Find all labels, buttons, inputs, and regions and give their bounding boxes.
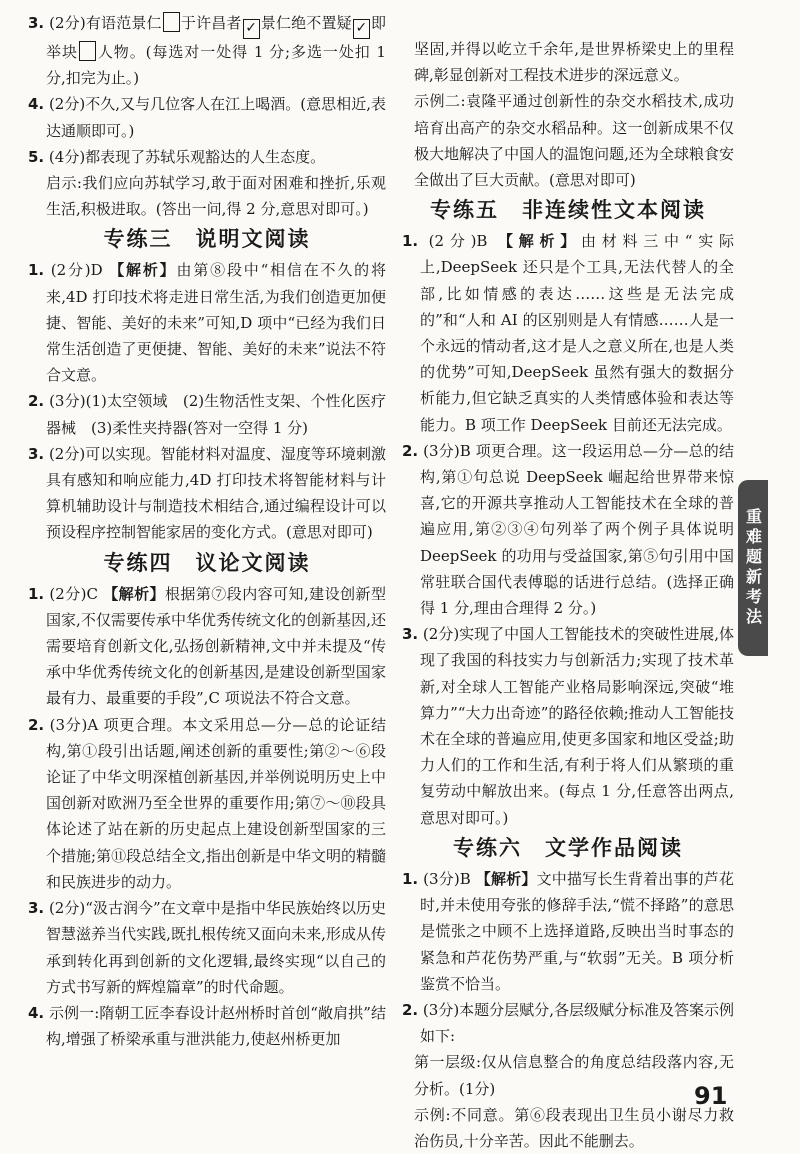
check-box: ✓ (353, 19, 370, 39)
answer-extra: 启示:我们应向苏轼学习,敢于面对困难和挫折,乐观生活,积极进取。(答出一问,得 2 分,意思对即可。) (46, 174, 386, 219)
side-tab: 重难题新考法 (738, 480, 768, 656)
answer-item: 2. (3分)A 项更合理。本文采用总—分—总的论证结构,第①段引出话题,阐述创新的重要性;第②～⑥段论证了中华文明深植创新基因,并举例说明历史上中国创新对欧洲乃至全世界的重要作用;第⑦～⑩段具体论述了站在新的历史起点上建设创新型国家的三个措施;第⑪段总结全文,指出创新是中华文明的精髓和民族进步的动力。 (28, 715, 386, 891)
answer-item: 3. (2分)实现了中国人工智能技术的突破性进展,体现了我国的科技实力与创新活力;实现了技术革新,对全球人工智能产业格局影响深远,突破“堆算力”“大力出奇迹”的路径依赖;推动人工智能技术在全球的普遍应用,使更多国家和地区受益;助力人们的工作和生活,有利于将人们从繁琐的重复劳动中解放出来。(每点 1 分,任意答出两点,意思对即可。) (402, 625, 734, 827)
page-number: 91 (694, 1082, 728, 1110)
answer-item: 1. (3分)B 【解析】文中描写长生背着出事的芦花时,并未使用夸张的修辞手法,“慌不择路”的意思是慌张之中顾不上选择道路,反映出当时事态的紧急和芦花伤势严重,与“软弱”无关。B 项分析鉴赏不恰当。 (402, 869, 734, 993)
answer-item: 2. (3分)(1)太空领域 (2)生物活性支架、个性化医疗器械 (3)柔性夹持器(答对一空得 1 分) (28, 392, 386, 437)
answer-item: 2. (3分)本题分层赋分,各层级赋分标准及答案示例如下: (402, 1000, 734, 1046)
answer-item: 3. (2分)“汲古润今”在文章中是指中华民族始终以历史智慧滋养当代实践,既扎根传统又面向未来,形成从传承到转化再到创新的文化逻辑,最终实现“以自己的方式书写新的辉煌篇章”的时代命题。 (28, 899, 386, 996)
check-box (163, 12, 180, 32)
answer-continuation: 坚固,并得以屹立千余年,是世界桥梁史上的里程碑,彰显创新对工程技术进步的深远意义。 (414, 40, 734, 85)
answer-item: 3. (2分)可以实现。智能材料对温度、湿度等环境刺激具有感知和响应能力,4D 打印技术将智能材料与计算机辅助设计与制造技术相结合,通过编程设计可以预设程序控制智能家居的变化方式。(意思对即可) (28, 444, 386, 542)
section-title: 专练五 非连续性文本阅读 (430, 198, 706, 223)
answer-item: 1. (2分)B 【解析】由材料三中“实际上,DeepSeek 还只是个工具,无法代替人的全部,比如情感的表达……这些是无法完成的”和“人和 AI 的区别则是人有情感……人是一个永远的情动者,这才是人之意义所在,也是人类的优势”可知,DeepSeek 虽然有强大的数据分析能力,但它缺乏真实的人类情感体验和表达等能力。B 项工作 DeepSeek 目前还无法完成。 (402, 232, 734, 434)
section-title: 专练六 文学作品阅读 (453, 835, 683, 860)
answer-item: 5. (4分)都表现了苏轼乐观豁达的人生态度。 (28, 147, 326, 166)
answer-item: 3. (2分)有语范景仁 于许昌者 ✓ 景仁绝不置疑 ✓ 即举块 人物。(每选对一处得 1 分;多选一处扣 1 分,扣完为止。) (28, 14, 386, 88)
check-box (79, 41, 96, 61)
answer-level: 第一层级:仅从信息整合的角度总结段落内容,无分析。(1分) (414, 1053, 734, 1098)
right-column (402, 36, 734, 1154)
answer-example: 示例:不同意。第⑥段表现出卫生员小谢尽力救治伤员,十分辛苦。因此不能删去。 (414, 1105, 734, 1150)
answer-item: 1. (2分)D 【解析】由第⑧段中“相信在不久的将来,4D 打印技术将走进日常生活,为我们创造更加便捷、智能、美好的未来”可知,D 项中“已经为我们日常生活创造了更便捷、智能、美好的未来”说法不符合文意。 (28, 261, 386, 385)
section-title: 专练四 议论文阅读 (103, 550, 311, 575)
check-box: ✓ (243, 19, 260, 39)
answer-item: 2. (3分)B 项更合理。这一段运用总—分—总的结构,第①句总说 DeepSeek 崛起给世界带来惊喜,它的开源共享推动人工智能技术在全球的普遍应用,第②③④句列举了两个例子具体说明 DeepSeek 的功用与受益国家,第⑤句引用中国常驻联合国代表傅聪的话进行总结。(选择正确得 1 分,理由合理得 2 分。) (402, 441, 734, 618)
section-title: 专练三 说明文阅读 (103, 227, 311, 252)
left-column (28, 10, 386, 1052)
answer-item: 4. (2分)不久,又与几位客人在江上喝酒。(意思相近,表达通顺即可。) (28, 95, 386, 140)
answer-item: 4. 示例一:隋朝工匠李春设计赵州桥时首创“敞肩拱”结构,增强了桥梁承重与泄洪能力,使赵州桥更加 (28, 1003, 386, 1049)
answer-item: 1. (2分)C 【解析】根据第⑦段内容可知,建设创新型国家,不仅需要传承中华优秀传统文化的创新基因,还需要培育创新文化,弘扬创新精神,文中并未提及“传承中华优秀传统文化的创新基因,是建设创新型国家最有力、最重要的手段”,C 项说法不符合文意。 (28, 584, 386, 708)
answer-example: 示例二:袁隆平通过创新性的杂交水稻技术,成功培育出高产的杂交水稻品种。这一创新成果不仅极大地解决了中国人的温饱问题,还为全球粮食安全做出了巨大贡献。(意思对即可) (414, 92, 734, 190)
